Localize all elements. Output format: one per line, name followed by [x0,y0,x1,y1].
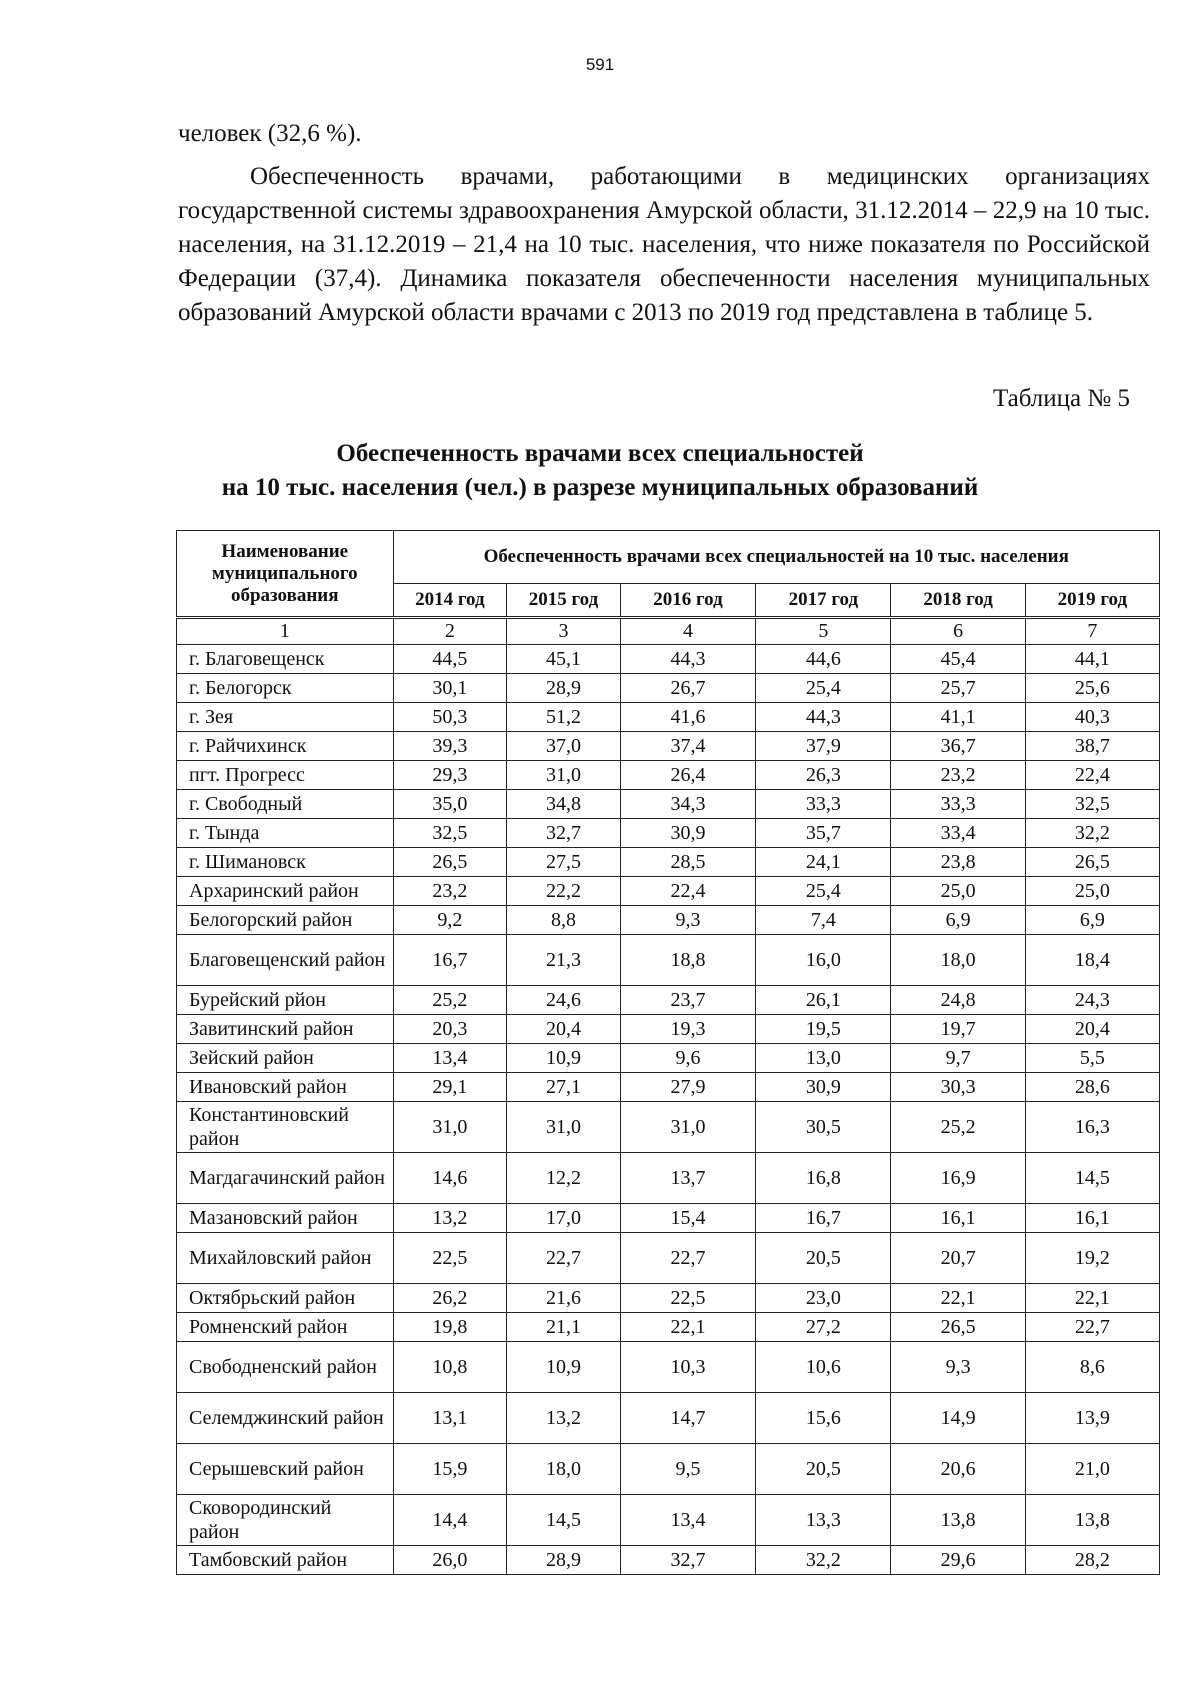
table-title-line-1: Обеспеченность врачами всех специальностей [336,440,864,467]
value-cell: 29,6 [891,1546,1025,1575]
value-cell: 22,2 [507,877,621,906]
value-cell: 25,0 [891,877,1025,906]
value-cell: 38,7 [1025,732,1159,761]
value-cell: 26,3 [756,761,891,790]
value-cell: 33,4 [891,819,1025,848]
value-cell: 10,9 [507,1342,621,1393]
body-paragraph: Обеспеченность врачами, работающими в медицинских организациях государственной системы здравоохранения Амурской области, 31.12.2014 – 22,9 на 10 тыс. населения, на 31.12.2019 – 21,4 на 10 тыс. населения, что ниже показателя по Российской Федерации (37,4). Динамика показателя обеспеченности населения муниципальных образований Амурской области врачами с 2013 по 2019 год представлена в таблице 5. [178,163,1150,326]
value-cell: 7,4 [756,906,891,935]
page-number: 591 [585,55,615,74]
municipality-name-cell: Тамбовский район [177,1546,394,1575]
value-cell: 10,8 [393,1342,507,1393]
value-cell: 30,9 [756,1073,891,1102]
physician-coverage-table [176,530,1160,1575]
municipality-name-cell: Мазановский район [177,1204,394,1233]
table-row [177,1313,1160,1342]
value-cell: 28,9 [507,674,621,703]
value-cell: 9,2 [393,906,507,935]
value-cell: 9,5 [620,1444,755,1495]
value-cell: 22,7 [1025,1313,1159,1342]
value-cell: 32,5 [1025,790,1159,819]
value-cell: 13,3 [756,1495,891,1546]
value-cell: 30,5 [756,1102,891,1153]
value-cell: 10,9 [507,1044,621,1073]
table-row [177,848,1160,877]
table-title [0,437,1200,505]
value-cell: 16,0 [756,935,891,986]
value-cell: 50,3 [393,703,507,732]
municipality-name-cell: Селемджинский район [177,1393,394,1444]
value-cell: 22,5 [393,1233,507,1284]
value-cell: 26,1 [756,986,891,1015]
table-row [177,935,1160,986]
column-header-year: 2018 год [891,584,1025,618]
municipality-name-cell: Белогорский район [177,906,394,935]
value-cell: 14,4 [393,1495,507,1546]
value-cell: 20,5 [756,1444,891,1495]
value-cell: 32,2 [756,1546,891,1575]
value-cell: 6,9 [1025,906,1159,935]
value-cell: 9,6 [620,1044,755,1073]
municipality-name-cell: Завитинский район [177,1015,394,1044]
column-header-year: 2019 год [1025,584,1159,618]
value-cell: 27,1 [507,1073,621,1102]
value-cell: 16,9 [891,1153,1025,1204]
municipality-name-cell: Серышевский район [177,1444,394,1495]
value-cell: 23,0 [756,1284,891,1313]
value-cell: 19,7 [891,1015,1025,1044]
value-cell: 26,5 [1025,848,1159,877]
table-row [177,1153,1160,1204]
table-row [177,645,1160,674]
value-cell: 19,5 [756,1015,891,1044]
value-cell: 22,4 [1025,761,1159,790]
value-cell: 13,2 [393,1204,507,1233]
table-row [177,1044,1160,1073]
value-cell: 22,7 [620,1233,755,1284]
value-cell: 14,9 [891,1393,1025,1444]
value-cell: 13,4 [620,1495,755,1546]
value-cell: 21,3 [507,935,621,986]
value-cell: 31,0 [393,1102,507,1153]
value-cell: 41,6 [620,703,755,732]
value-cell: 26,7 [620,674,755,703]
value-cell: 24,1 [756,848,891,877]
value-cell: 20,5 [756,1233,891,1284]
value-cell: 22,1 [620,1313,755,1342]
value-cell: 24,6 [507,986,621,1015]
value-cell: 26,4 [620,761,755,790]
value-cell: 13,4 [393,1044,507,1073]
value-cell: 28,2 [1025,1546,1159,1575]
column-index-cell: 5 [756,618,891,645]
value-cell: 20,4 [1025,1015,1159,1044]
value-cell: 5,5 [1025,1044,1159,1073]
municipality-name-cell: Михайловский район [177,1233,394,1284]
table-row [177,732,1160,761]
value-cell: 22,7 [507,1233,621,1284]
municipality-name-cell: Свободненский район [177,1342,394,1393]
value-cell: 39,3 [393,732,507,761]
column-header-year: 2017 год [756,584,891,618]
table-row [177,790,1160,819]
value-cell: 34,8 [507,790,621,819]
column-header-year: 2016 год [620,584,755,618]
value-cell: 10,3 [620,1342,755,1393]
intro-line: человек (32,6 %). [178,120,362,147]
value-cell: 37,0 [507,732,621,761]
municipality-name-cell: Ивановский район [177,1073,394,1102]
value-cell: 16,1 [1025,1204,1159,1233]
column-index-cell: 2 [393,618,507,645]
value-cell: 20,7 [891,1233,1025,1284]
value-cell: 21,0 [1025,1444,1159,1495]
column-index-cell: 6 [891,618,1025,645]
value-cell: 23,2 [393,877,507,906]
municipality-name-cell: Зейский район [177,1044,394,1073]
value-cell: 19,2 [1025,1233,1159,1284]
value-cell: 13,9 [1025,1393,1159,1444]
value-cell: 51,2 [507,703,621,732]
municipality-name-cell: г. Зея [177,703,394,732]
municipality-name-cell: Сковородинский район [177,1495,394,1546]
value-cell: 31,0 [620,1102,755,1153]
municipality-name-cell: Бурейский рйон [177,986,394,1015]
value-cell: 20,6 [891,1444,1025,1495]
value-cell: 14,5 [507,1495,621,1546]
value-cell: 33,3 [891,790,1025,819]
column-header-group: Обеспеченность врачами всех специальностей на 10 тыс. населения [393,531,1159,584]
value-cell: 25,4 [756,674,891,703]
table-row [177,819,1160,848]
value-cell: 25,2 [393,986,507,1015]
value-cell: 22,1 [1025,1284,1159,1313]
value-cell: 44,6 [756,645,891,674]
value-cell: 32,7 [620,1546,755,1575]
value-cell: 44,3 [756,703,891,732]
table-row [177,1495,1160,1546]
value-cell: 16,3 [1025,1102,1159,1153]
table-row [177,1073,1160,1102]
value-cell: 15,6 [756,1393,891,1444]
value-cell: 9,3 [620,906,755,935]
value-cell: 18,0 [507,1444,621,1495]
table-row [177,1393,1160,1444]
column-index-row [177,618,1160,645]
municipality-name-cell: г. Шимановск [177,848,394,877]
value-cell: 45,1 [507,645,621,674]
column-header-year: 2014 год [393,584,507,618]
value-cell: 26,5 [891,1313,1025,1342]
municipality-name-cell: Архаринский район [177,877,394,906]
value-cell: 12,2 [507,1153,621,1204]
value-cell: 35,0 [393,790,507,819]
value-cell: 23,2 [891,761,1025,790]
table-row [177,1102,1160,1153]
value-cell: 16,7 [393,935,507,986]
value-cell: 9,3 [891,1342,1025,1393]
table-row [177,761,1160,790]
value-cell: 23,7 [620,986,755,1015]
table-row [177,1546,1160,1575]
table-row [177,1233,1160,1284]
table-row [177,1204,1160,1233]
value-cell: 25,6 [1025,674,1159,703]
value-cell: 32,2 [1025,819,1159,848]
value-cell: 21,6 [507,1284,621,1313]
value-cell: 18,8 [620,935,755,986]
table-row [177,674,1160,703]
column-header-name: Наименование муниципального образования [177,531,394,618]
value-cell: 41,1 [891,703,1025,732]
table-row [177,986,1160,1015]
table-row [177,906,1160,935]
value-cell: 30,1 [393,674,507,703]
value-cell: 28,6 [1025,1073,1159,1102]
value-cell: 15,9 [393,1444,507,1495]
value-cell: 17,0 [507,1204,621,1233]
value-cell: 44,3 [620,645,755,674]
value-cell: 35,7 [756,819,891,848]
value-cell: 19,3 [620,1015,755,1044]
value-cell: 15,4 [620,1204,755,1233]
table-row [177,1284,1160,1313]
value-cell: 14,7 [620,1393,755,1444]
value-cell: 20,4 [507,1015,621,1044]
column-index-cell: 3 [507,618,621,645]
value-cell: 27,5 [507,848,621,877]
value-cell: 25,7 [891,674,1025,703]
column-index-cell: 4 [620,618,755,645]
value-cell: 13,0 [756,1044,891,1073]
value-cell: 26,0 [393,1546,507,1575]
value-cell: 27,2 [756,1313,891,1342]
column-index-cell: 7 [1025,618,1159,645]
value-cell: 24,3 [1025,986,1159,1015]
table-row [177,1444,1160,1495]
value-cell: 25,2 [891,1102,1025,1153]
value-cell: 44,1 [1025,645,1159,674]
value-cell: 26,2 [393,1284,507,1313]
municipality-name-cell: Октябрьский район [177,1284,394,1313]
value-cell: 28,5 [620,848,755,877]
value-cell: 27,9 [620,1073,755,1102]
municipality-name-cell: г. Белогорск [177,674,394,703]
value-cell: 26,5 [393,848,507,877]
value-cell: 10,6 [756,1342,891,1393]
value-cell: 21,1 [507,1313,621,1342]
value-cell: 13,7 [620,1153,755,1204]
municipality-name-cell: пгт. Прогресс [177,761,394,790]
value-cell: 40,3 [1025,703,1159,732]
value-cell: 24,8 [891,986,1025,1015]
municipality-name-cell: г. Райчихинск [177,732,394,761]
value-cell: 36,7 [891,732,1025,761]
municipality-name-cell: г. Тында [177,819,394,848]
value-cell: 32,5 [393,819,507,848]
value-cell: 20,3 [393,1015,507,1044]
table-row [177,1342,1160,1393]
value-cell: 37,4 [620,732,755,761]
column-header-year: 2015 год [507,584,621,618]
value-cell: 31,0 [507,1102,621,1153]
value-cell: 29,3 [393,761,507,790]
municipality-name-cell: Константиновский район [177,1102,394,1153]
value-cell: 34,3 [620,790,755,819]
value-cell: 9,7 [891,1044,1025,1073]
value-cell: 23,8 [891,848,1025,877]
value-cell: 29,1 [393,1073,507,1102]
value-cell: 25,0 [1025,877,1159,906]
value-cell: 44,5 [393,645,507,674]
value-cell: 13,8 [891,1495,1025,1546]
value-cell: 16,1 [891,1204,1025,1233]
table-label: Таблица № 5 [992,385,1130,412]
value-cell: 30,9 [620,819,755,848]
municipality-name-cell: Ромненский район [177,1313,394,1342]
value-cell: 28,9 [507,1546,621,1575]
value-cell: 18,0 [891,935,1025,986]
table-row [177,877,1160,906]
municipality-name-cell: г. Свободный [177,790,394,819]
value-cell: 22,5 [620,1284,755,1313]
value-cell: 30,3 [891,1073,1025,1102]
value-cell: 22,4 [620,877,755,906]
value-cell: 6,9 [891,906,1025,935]
value-cell: 18,4 [1025,935,1159,986]
table-row [177,703,1160,732]
table-row [177,1015,1160,1044]
value-cell: 19,8 [393,1313,507,1342]
municipality-name-cell: г. Благовещенск [177,645,394,674]
table-title-line-2: на 10 тыс. населения (чел.) в разрезе муниципальных образований [221,474,979,501]
value-cell: 37,9 [756,732,891,761]
value-cell: 32,7 [507,819,621,848]
value-cell: 13,8 [1025,1495,1159,1546]
value-cell: 8,6 [1025,1342,1159,1393]
value-cell: 33,3 [756,790,891,819]
municipality-name-cell: Магдагачинский район [177,1153,394,1204]
column-index-cell: 1 [177,618,394,645]
value-cell: 16,8 [756,1153,891,1204]
municipality-name-cell: Благовещенский район [177,935,394,986]
value-cell: 16,7 [756,1204,891,1233]
value-cell: 13,1 [393,1393,507,1444]
value-cell: 25,4 [756,877,891,906]
value-cell: 14,5 [1025,1153,1159,1204]
value-cell: 31,0 [507,761,621,790]
value-cell: 45,4 [891,645,1025,674]
value-cell: 13,2 [507,1393,621,1444]
value-cell: 14,6 [393,1153,507,1204]
value-cell: 8,8 [507,906,621,935]
value-cell: 22,1 [891,1284,1025,1313]
